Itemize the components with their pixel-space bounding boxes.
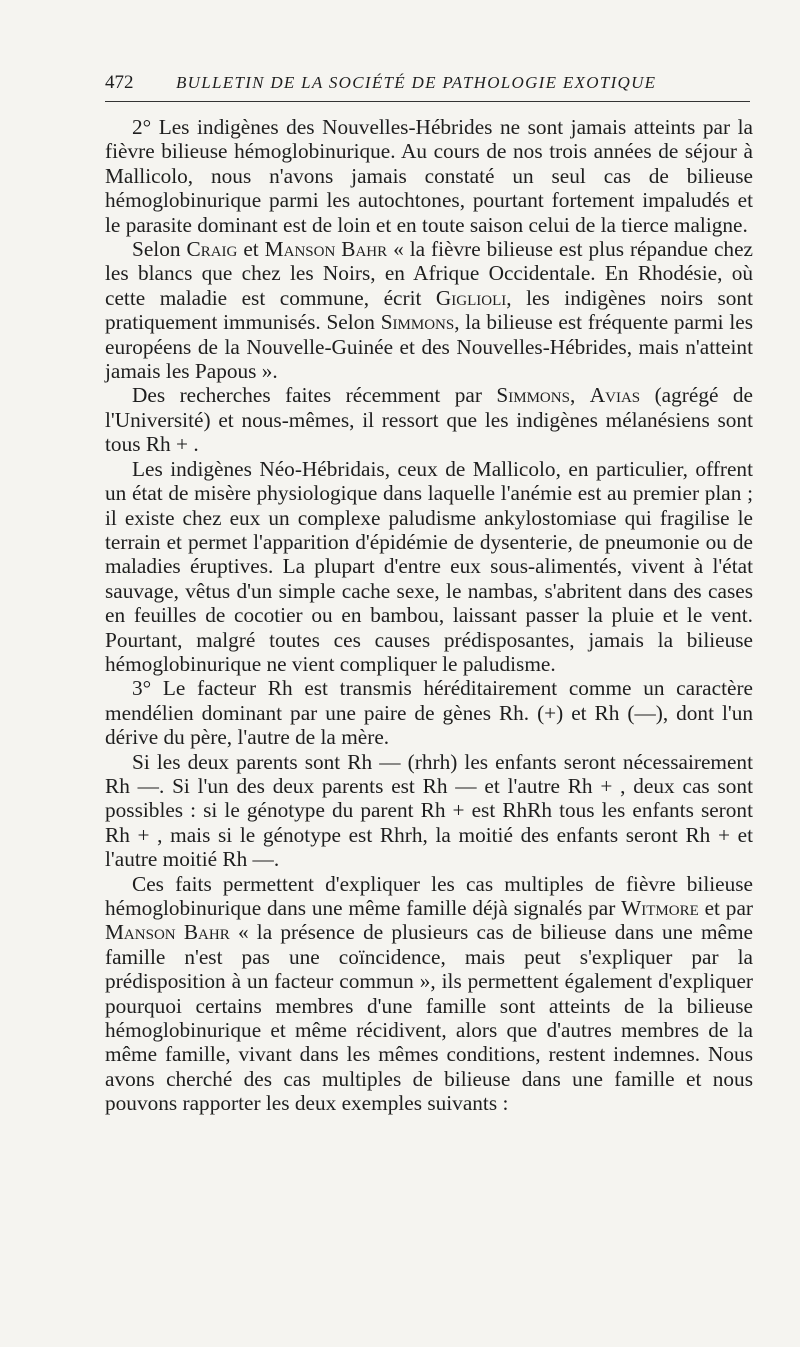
running-title: BULLETIN DE LA SOCIÉTÉ DE PATHOLOGIE EXOTIQUE bbox=[176, 73, 657, 92]
author-name: Avias bbox=[589, 383, 641, 408]
paragraph-3 bbox=[105, 383, 753, 456]
paragraph-2 bbox=[105, 237, 753, 383]
text-run: Des recherches faites récemment par bbox=[132, 383, 497, 408]
paragraph-6: Si les deux parents sont Rh — (rhrh) les enfants seront nécessairement Rh —. Si l'un des deux parents est Rh — et l'autre Rh + , deux cas sont possibles : si le génotype du parent Rh + est RhRh tous les enfants seront Rh + , mais si le génotype est Rhrh, la moitié des enfants seront Rh + et l'autre moitié Rh —. bbox=[105, 749, 753, 872]
paragraph-1: 2° Les indigènes des Nouvelles-Hébrides ne sont jamais atteints par la fièvre bilieuse hémoglobinurique. Au cours de nos trois années de séjour à Mallicolo, nous n'avons jamais constaté un seul cas de bilieuse hémoglobinurique parmi les autochtones, pourtant fortement impaludés et le parasite dominant est de loin et en toute saison celui de la tierce maligne. bbox=[105, 115, 753, 237]
paragraph-7 bbox=[105, 872, 753, 1116]
author-name: Simmons bbox=[380, 310, 455, 335]
text-run: Ces faits permettent d'expliquer les cas multiples de fièvre bilieuse hémoglobinurique dans une même famille déjà signalés par bbox=[105, 871, 753, 920]
body-text bbox=[105, 115, 753, 1116]
text-run: , la bilieuse est fréquente parmi les européens de la Nouvelle-Guinée et des Nouvelles-Hébrides, mais n'atteint jamais les Papous ». bbox=[105, 310, 753, 384]
author-name: Craig bbox=[186, 237, 238, 262]
text-run: et par bbox=[698, 896, 753, 920]
paragraph-4: Les indigènes Néo-Hébridais, ceux de Mallicolo, en particulier, offrent un état de misère physiologique dans laquelle l'anémie est au premier plan ; il existe chez eux un complexe paludisme ankylostomiase qui fragilise le terrain et permet l'apparition d'épidémie de dysenterie, de pneumonie ou de maladies éruptives. La plupart d'entre eux sous-alimentés, vivent à l'état sauvage, vêtus d'un simple cache sexe, le nambas, s'abritent dans des cases en feuilles de cocotier ou en bambou, laissant passer la pluie et le vent. Pourtant, malgré toutes ces causes prédisposantes, jamais la bilieuse hémoglobinurique ne vient compliquer le paludisme. bbox=[105, 456, 753, 676]
text-run: , les indigènes noirs sont pratiquement immunisés. Selon bbox=[105, 285, 753, 335]
text-run: « la fièvre bilieuse est plus répandue chez les blancs que chez les Noirs, en Afrique Occidentale. En Rhodésie, où cette maladie est commune, écrit bbox=[105, 237, 753, 310]
text-run: (agrégé de l'Université) et nous-mêmes, il ressort que les indigènes mélanésiens sont tous Rh + . bbox=[105, 383, 753, 457]
text-run: Selon bbox=[132, 237, 187, 262]
author-name: Giglioli bbox=[435, 285, 507, 310]
page-number: 472 bbox=[105, 72, 134, 93]
text-run: et bbox=[237, 237, 265, 262]
author-name: Manson Bahr bbox=[105, 920, 230, 945]
author-name: Witmore bbox=[621, 896, 699, 920]
author-name: Simmons bbox=[496, 383, 570, 408]
paragraph-5: 3° Le facteur Rh est transmis héréditairement comme un caractère mendélien dominant par une paire de gènes Rh. (+) et Rh (—), dont l'un dérive du père, l'autre de la mère. bbox=[105, 676, 753, 750]
header-rule bbox=[105, 101, 750, 102]
author-name: Manson Bahr bbox=[264, 237, 388, 262]
text-run: « la présence de plusieurs cas de bilieuse dans une même famille n'est pas une coïncidence, mais peut s'expliquer par la prédisposition à un facteur commun », ils permettent également d'expliquer pourquoi certains membres d'une famille sont atteints de la bilieuse hémoglobinurique et même récidivent, alors que d'autres membres de la même famille, vivant dans les mêmes conditions, restent indemnes. Nous avons cherché des cas multiples de bilieuse dans une famille et nous pouvons rapporter les deux exemples suivants : bbox=[105, 920, 754, 1116]
text-run: , bbox=[569, 383, 590, 408]
page-header bbox=[105, 70, 755, 96]
